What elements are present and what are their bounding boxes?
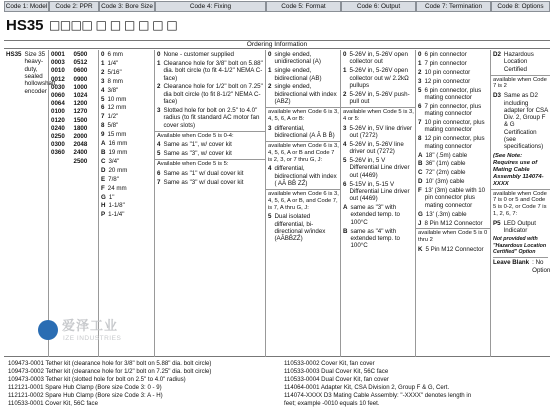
ppr-value: 1500 — [73, 116, 88, 124]
bore-item — [101, 167, 152, 174]
ppr-row — [51, 84, 96, 91]
logo-mark-icon — [38, 320, 58, 340]
termination-desc: 36" (1m) cable — [425, 160, 466, 168]
fixing-desc: Same as "1" w/ dual cover kit — [163, 169, 244, 177]
output-item — [343, 157, 413, 179]
bore-item — [101, 60, 152, 67]
termination-desc: 8 Pin M12 Connector — [424, 219, 483, 227]
option-availability-note: available when Code 7 is 2 — [491, 75, 550, 92]
termination-key: 5 — [418, 86, 422, 94]
fixing-item — [157, 141, 263, 148]
output-key: 5 — [343, 157, 347, 165]
termination-key: 0 — [418, 51, 422, 58]
fixing-item — [157, 170, 263, 177]
option-key: D3 — [493, 92, 501, 100]
format-desc: Dual isolated differential, bi-directional w/index (AĀBB̄ZZ̄) — [274, 213, 326, 243]
ppr-value: 1800 — [73, 124, 88, 132]
termination-desc: 13' (.3m) cable — [425, 210, 467, 218]
bore-desc: 24 mm — [107, 184, 127, 192]
bore-item — [101, 158, 152, 165]
termination-item — [418, 169, 488, 176]
format-column — [266, 50, 341, 357]
ppr-value: 0120 — [51, 116, 65, 124]
company-logo — [38, 318, 158, 346]
bore-key: A — [101, 140, 106, 148]
bore-item — [101, 87, 152, 94]
termination-key: J — [418, 219, 422, 227]
bore-key: 6 — [101, 104, 105, 112]
ppr-value: 0060 — [51, 92, 65, 100]
bore-desc: 10 mm — [107, 95, 127, 103]
option-availability-note: available when Code 7 is 0 or 5 and Code 5 is 0-2, or Code 7 is 1, 2, 6, 7: — [491, 189, 550, 219]
format-item — [268, 165, 338, 187]
fixing-column — [155, 50, 266, 357]
fixing-key: 3 — [157, 106, 161, 114]
output-desc: 5-26V in, 5-26V line driver out (7272) — [349, 140, 404, 156]
output-key: 0 — [343, 51, 347, 58]
ppr-value: 0600 — [73, 67, 88, 75]
fixing-desc: Same as "1", w/ cover kit — [163, 141, 232, 149]
fixing-availability-note: Available when Code 5 is 0-4: — [155, 131, 265, 141]
bore-desc: 8 mm — [107, 77, 123, 85]
logo-chinese: 爱泽工业 — [62, 318, 119, 333]
bore-desc: 7/8" — [108, 175, 119, 183]
option-desc: Same as D2 including adapter for CSA Div. 2, Group F & G Certification (see specifications) — [503, 92, 548, 151]
option-item — [493, 51, 548, 73]
bore-key: 4 — [101, 86, 105, 94]
code-boxes: □□□□ □ □ □ □ □ □ — [49, 18, 178, 33]
bore-key: D — [101, 166, 106, 174]
termination-desc: 7 pin connector, plus mating connector — [424, 102, 482, 118]
header-ppr: Code 2: PPR — [49, 1, 99, 12]
ppr-row — [51, 108, 96, 115]
output-desc: 5-26V in, 5-26V push-pull out — [349, 90, 410, 106]
format-key: 3 — [268, 124, 272, 132]
bore-key: 9 — [101, 131, 105, 139]
output-column — [341, 50, 416, 357]
accessory-line: 110533-0001 Cover Kit, 56C face — [8, 400, 98, 408]
bore-desc: 1/2" — [107, 113, 119, 121]
ordering-grid — [4, 50, 550, 357]
accessory-line: 109473-0003 Tether kit (slotted hole for bolt on 2.5" to 4.0" radius) — [8, 376, 186, 384]
format-availability-note: available when Code 6 is 3, 4, 5, 6, A or B: — [268, 108, 339, 122]
ppr-value: 0001 — [51, 51, 65, 58]
fixing-desc: Same as "3", w/ cover kit — [163, 150, 232, 158]
bore-desc: 19 mm — [108, 148, 128, 156]
header-termination: Code 7: Termination — [416, 1, 491, 12]
ppr-value: 1024 — [73, 92, 88, 100]
ppr-value: 0900 — [73, 75, 88, 83]
fixing-key: 6 — [157, 169, 161, 177]
termination-column — [416, 50, 491, 357]
accessory-line: 112121-0001 Spare Hub Clamp (Bore size Code 3: 0 - 9) — [8, 384, 162, 392]
termination-item — [418, 187, 488, 209]
ppr-value — [51, 158, 74, 165]
fixing-key: 7 — [157, 178, 161, 186]
fixing-item — [157, 179, 263, 186]
ppr-row — [51, 125, 96, 132]
fixing-key: 5 — [157, 150, 161, 158]
ppr-value: 0010 — [51, 67, 65, 75]
bore-key: C — [101, 157, 106, 165]
accessory-line: 110533-0003 Dual Cover Kit, 56C face — [284, 368, 389, 376]
format-desc: single ended, unidirectional (A) — [274, 51, 321, 66]
format-item — [268, 67, 338, 82]
ppr-value: 2000 — [73, 133, 88, 141]
termination-item — [418, 152, 488, 159]
ppr-value: 0500 — [73, 51, 88, 58]
code-row — [4, 13, 177, 38]
output-item — [343, 141, 413, 156]
output-item — [343, 51, 413, 66]
output-key: 2 — [343, 90, 347, 98]
termination-item — [418, 60, 488, 67]
fixing-item — [157, 107, 263, 129]
output-desc: same as "3" with extended temp. to 100°C — [350, 204, 401, 226]
ppr-value: 1270 — [73, 108, 88, 116]
bore-desc: 3/8" — [107, 86, 119, 94]
output-desc: 5-26V in, 5 V Differential Line driver out (4469) — [349, 157, 410, 179]
format-availability-note: available when Code 6 is 3, 4, 5, 6, A or B, and Code 7, is 7, A thru G, J: — [268, 190, 339, 211]
output-desc: 5-26V in, 5-26V open collector out w/ 2.2kΩ pullups — [349, 67, 409, 89]
fixing-desc: None - customer supplied — [163, 51, 234, 58]
bore-desc: 6 mm — [107, 51, 123, 58]
header-model: Code 1: Model — [5, 3, 48, 10]
bore-item — [101, 96, 152, 103]
bore-key: G — [101, 193, 106, 201]
fixing-desc: Slotted hole for bolt on 2.5" to 4.0" radius (to fit standard AC motor fan cover slots) — [163, 106, 260, 129]
options-column — [491, 50, 550, 357]
ppr-row — [51, 158, 96, 165]
output-item — [343, 125, 413, 140]
termination-item — [418, 160, 488, 167]
termination-key: D — [418, 178, 423, 186]
bore-key: P — [101, 211, 106, 219]
termination-item — [418, 246, 488, 253]
ppr-value: 0250 — [51, 133, 65, 141]
bore-desc: 1-1/4" — [108, 211, 125, 219]
format-desc: single ended, bidirectional (AB) — [274, 67, 322, 82]
termination-key: 2 — [418, 68, 422, 76]
bore-key: H — [101, 202, 106, 210]
fixing-key: 0 — [157, 51, 161, 58]
bore-column — [99, 50, 155, 357]
ppr-row — [51, 133, 96, 140]
option-hazard-note: Not provided with "Hazardous Location Certified" Option — [493, 236, 547, 255]
ppr-value: 1200 — [73, 100, 88, 108]
format-key: 1 — [268, 67, 272, 75]
format-desc: single ended, bidirectional with index (ABZ) — [274, 83, 337, 106]
ppr-value: 0064 — [51, 100, 65, 108]
accessories-left — [8, 360, 211, 409]
fixing-key: 4 — [157, 141, 161, 149]
bore-desc: 1/4" — [107, 59, 119, 67]
termination-item — [418, 87, 488, 102]
output-item — [343, 91, 413, 106]
format-item — [268, 83, 338, 105]
termination-item — [418, 220, 488, 227]
leave-blank-desc: : No Option — [532, 259, 551, 274]
bore-item — [101, 78, 152, 85]
bore-item — [101, 122, 152, 129]
ppr-value: 0003 — [51, 59, 65, 67]
header-bore: Code 3: Bore Size — [99, 1, 155, 12]
termination-key: 3 — [418, 77, 422, 85]
bore-desc: 5/8" — [107, 122, 119, 130]
termination-desc: 72" (2m) cable — [425, 169, 466, 177]
bore-item — [101, 113, 152, 120]
logo-english: IZE INDUSTRIES — [63, 335, 122, 342]
fixing-desc: Same as "3" w/ dual cover kit — [163, 178, 244, 186]
bore-key: 5 — [101, 95, 105, 103]
format-key: 2 — [268, 83, 272, 91]
termination-key: A — [418, 151, 423, 159]
bore-key: B — [101, 148, 106, 156]
bore-desc: 12 mm — [107, 104, 127, 112]
format-key: 0 — [268, 51, 272, 58]
ppr-value: 2048 — [73, 141, 88, 149]
ppr-row — [51, 59, 96, 66]
termination-desc: 12 pin connector — [424, 77, 471, 85]
ordering-title: Ordering Information — [4, 40, 550, 49]
accessory-line: 114064-0001 Adapter Kit, CSA Division 2, Group F & G, Cert. — [284, 384, 450, 392]
bore-item — [101, 131, 152, 138]
bore-item — [101, 149, 152, 156]
fixing-item — [157, 150, 263, 157]
format-desc: differential, bidirectional (A Ā B B̄) — [274, 124, 335, 139]
termination-desc: 10' (3m) cable — [425, 178, 465, 186]
model-key: HS35 — [6, 51, 22, 58]
option-key: D2 — [493, 51, 501, 58]
bore-item — [101, 69, 152, 76]
ppr-value: 2400 — [73, 149, 88, 157]
ppr-row — [51, 141, 96, 148]
accessories-right — [284, 360, 471, 409]
output-desc: 5-15V in, 5-15 V Differential Line driver out (4469) — [349, 180, 410, 203]
accessory-line: 112121-0002 Spare Hub Clamp (Bore size Code 3: A - H) — [8, 392, 163, 400]
ppr-row — [51, 51, 96, 58]
output-key: 6 — [343, 180, 347, 188]
accessory-line: 114074-XXXX D3 Mating Cable Assembly: "-XXXX" denotes length in — [284, 392, 472, 400]
ppr-row — [51, 92, 96, 99]
termination-desc: 6 pin connector, plus mating connector — [424, 86, 482, 101]
fixing-key: 1 — [157, 59, 161, 67]
bore-key: 8 — [101, 122, 105, 130]
ppr-value: 1000 — [73, 83, 88, 91]
accessory-line: 110533-0004 Dual Cover Kit, fan cover — [284, 376, 389, 384]
termination-availability-note: available when Code 5 is 0 thru 2 — [416, 228, 490, 245]
termination-item — [418, 78, 488, 85]
bore-item — [101, 140, 152, 147]
bore-key: 2 — [101, 68, 105, 76]
format-key: 5 — [268, 213, 272, 221]
format-item — [268, 125, 338, 140]
termination-item — [418, 211, 488, 218]
bore-desc: 5/16" — [107, 68, 122, 76]
output-key: 3 — [343, 124, 347, 132]
model-code: HS35 — [6, 16, 44, 34]
format-item — [268, 51, 338, 66]
bore-desc: 3/4" — [108, 157, 120, 165]
accessory-line: 109473-0002 Tether kit (clearance hole for 1/2" bolt on 7.25" dia. bolt circle) — [8, 368, 212, 376]
output-item — [343, 181, 413, 203]
output-key: A — [343, 204, 348, 212]
fixing-desc: Clearance hole for 3/8" bolt on 5.88" dia. bolt circle (to fit 4-1/2" NEMA C-face) — [163, 59, 263, 82]
bore-item — [101, 51, 152, 58]
option-item — [493, 92, 548, 151]
bore-desc: 1-1/8" — [108, 202, 125, 210]
termination-key: G — [418, 210, 423, 218]
accessory-line: 110533-0002 Cover Kit, fan cover — [284, 360, 375, 367]
termination-item — [418, 135, 488, 150]
output-item — [343, 228, 413, 250]
output-key: B — [343, 227, 348, 235]
termination-key: 1 — [418, 59, 422, 67]
bore-key: E — [101, 175, 106, 183]
bore-item — [101, 202, 152, 209]
output-desc: same as "4" with extended temp. to 100°C — [350, 227, 401, 250]
ppr-column — [49, 50, 99, 357]
termination-key: 6 — [418, 102, 422, 110]
accessory-line: 109473-0001 Tether kit (clearance hole for 3/8" bolt on 5.88" dia. bolt circle) — [8, 360, 212, 367]
format-item — [268, 213, 338, 242]
bore-item — [101, 104, 152, 111]
termination-desc: 6 pin connector — [424, 51, 467, 58]
fixing-item — [157, 51, 263, 58]
model-column — [4, 50, 56, 357]
ppr-value: 0030 — [51, 83, 65, 91]
ppr-value: 0100 — [51, 108, 65, 116]
model-desc: Size 35 heavy-duty, sealed hollowshaft encoder — [24, 51, 56, 95]
termination-desc: 18" (.5m) cable — [425, 151, 468, 159]
bore-desc: 20 mm — [108, 166, 128, 174]
output-availability-note: available when Code 5 is 3, 4 or 5: — [343, 108, 414, 122]
option-key: P5 — [493, 219, 501, 227]
termination-desc: 13' (3m) cable with 10 pin connector plus mating connector — [424, 187, 486, 209]
termination-key: B — [418, 160, 423, 168]
format-key: 4 — [268, 165, 272, 173]
ppr-row — [51, 76, 96, 83]
bore-key: F — [101, 184, 105, 192]
bore-desc: 1" — [108, 193, 115, 201]
ppr-value: 0300 — [51, 141, 65, 149]
bore-key: 1 — [101, 59, 105, 67]
ppr-value: 0360 — [51, 149, 65, 157]
termination-key: 7 — [418, 119, 422, 127]
termination-desc: 10 pin connector, plus mating connector — [424, 119, 485, 134]
format-availability-note: available when Code 6 is 3, 4, 5, 6, A or B and Code 7 is 2, 3, or 7 thru G, J: — [268, 142, 339, 163]
output-key: 4 — [343, 140, 347, 148]
ppr-row — [51, 117, 96, 124]
ppr-value: 0240 — [51, 124, 65, 132]
ppr-row — [51, 100, 96, 107]
leave-blank-key: Leave Blank — [493, 259, 530, 267]
termination-desc: 5 Pin M12 Connector — [425, 246, 484, 254]
bore-item — [101, 176, 152, 183]
termination-desc: 10 pin connector — [424, 68, 471, 76]
bore-desc: 15 mm — [107, 131, 127, 139]
ppr-value: 0512 — [73, 59, 88, 67]
bore-key: 3 — [101, 77, 105, 85]
termination-item — [418, 178, 488, 185]
option-desc: Hazardous Location Certified — [503, 51, 534, 73]
header-format: Code 5: Format — [266, 1, 341, 12]
ppr-row — [51, 67, 96, 74]
bore-key: 0 — [101, 51, 105, 58]
ppr-row — [51, 149, 96, 156]
bore-key: 7 — [101, 113, 105, 121]
termination-desc: 7 pin connector — [424, 59, 467, 67]
termination-item — [418, 119, 488, 134]
termination-item — [418, 51, 488, 58]
fixing-item — [157, 60, 263, 82]
bore-item — [101, 211, 152, 218]
option-desc: LED Output Indicator — [503, 219, 536, 235]
accessory-line: feet; example -0010 equals 10 feet. — [284, 400, 380, 408]
termination-key: 8 — [418, 135, 422, 143]
termination-key: C — [418, 169, 423, 177]
termination-item — [418, 69, 488, 76]
bore-desc: 16 mm — [108, 140, 128, 148]
leave-blank-row — [493, 257, 551, 274]
header-output: Code 6: Output — [341, 1, 416, 12]
output-desc: 5-26V in, 5-26V open collector out — [349, 51, 408, 66]
header-fixing: Code 4: Fixing — [155, 1, 266, 12]
option-mating-cable-note: (See Note: Requires use of Mating Cable Assembly 114074-XXXX — [493, 152, 544, 187]
ppr-value: 2500 — [73, 157, 88, 165]
termination-key: F — [418, 187, 422, 195]
option-item — [493, 220, 548, 235]
header-options: Code 8: Options — [491, 1, 550, 12]
fixing-item — [157, 83, 263, 105]
output-item — [343, 67, 413, 89]
output-desc: 5-26V in, 5V line driver out (7272) — [349, 124, 413, 139]
termination-item — [418, 103, 488, 118]
fixing-key: 2 — [157, 83, 161, 91]
output-key: 1 — [343, 67, 347, 75]
output-item — [343, 204, 413, 226]
bore-item — [101, 185, 152, 192]
termination-key: K — [418, 246, 423, 254]
format-desc: differential, bidirectional with index ( AĀ BB̄ ZZ̄) — [274, 165, 337, 187]
termination-desc: 12 pin connector, plus mating connector — [424, 135, 485, 150]
fixing-desc: Clearance hole for 1/2" bolt on 7.25" dia bolt circle (to fit 8-1/2" NEMA C-face) — [163, 83, 263, 106]
bore-item — [101, 194, 152, 201]
code-header-row — [4, 1, 550, 12]
fixing-availability-note: Available when Code 5 is 5: — [155, 159, 265, 169]
ppr-value: 0012 — [51, 75, 65, 83]
